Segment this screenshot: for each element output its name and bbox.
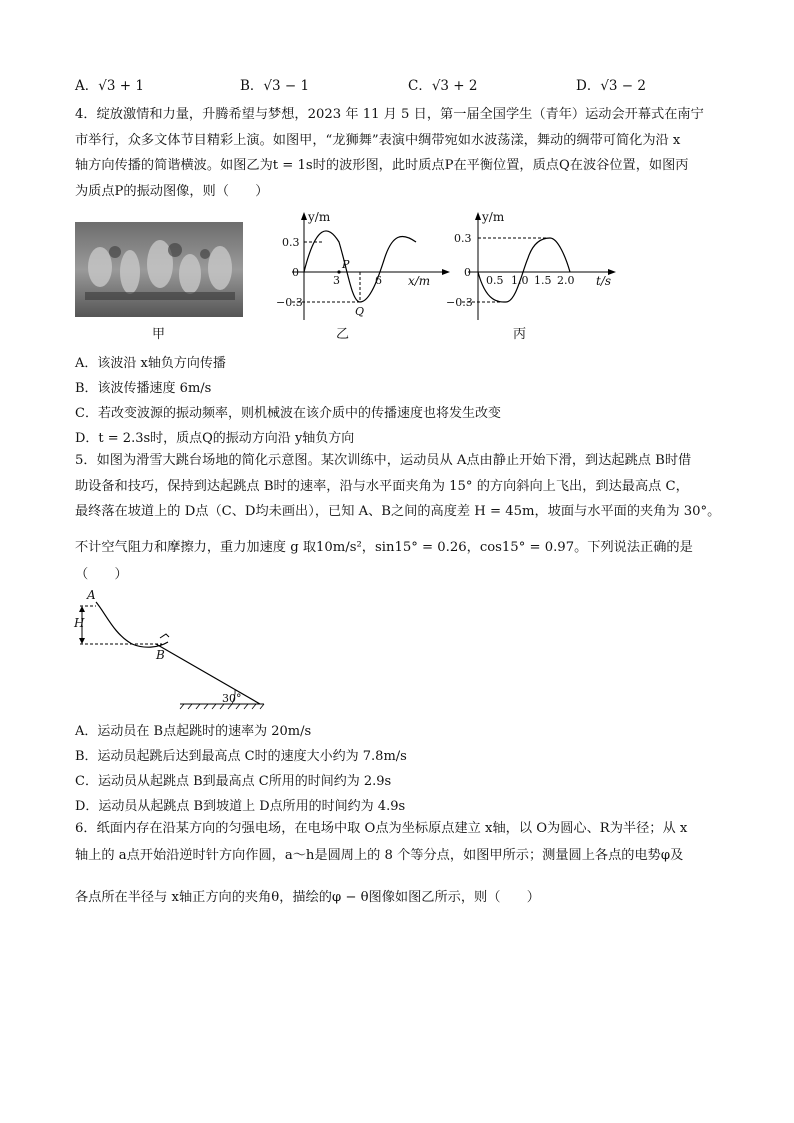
q6-line-3: 各点所在半径与 x轴正方向的夹角θ，描绘的φ − θ图像如图乙所示，则（ ） [75,890,540,905]
wave-y-tick-zero: 0 [292,266,299,279]
q6-line-1: 6．纸面内存在沿某方向的匀强电场，在电场中取 O点为坐标原点建立 x轴，以 O为圆心、R为半径；从 x [75,821,688,836]
caption-bing: 丙 [513,327,527,342]
label-angle: 30° [222,692,242,705]
q4-choice-c: C．若改变波源的振动频率，则机械波在该介质中的传播速度也将发生改变 [75,406,501,421]
q5-line-2: 助设备和技巧，保持到达起跳点 B时的速率，沿与水平面夹角为 15° 的方向斜向上飞出，到达最高点 C， [75,479,689,494]
q4-line-2: 市举行，众多文体节目精彩上演。如图甲，“龙狮舞”表演中绸带宛如水波荡漾，舞动的绸带可简化为沿 x [75,133,681,148]
vib-x-tick-1-0: 1.0 [511,274,529,287]
q5-line-1: 5．如图为滑雪大跳台场地的简化示意图。某次训练中，运动员从 A点由静止开始下滑，到达起跳点 B时借 [75,453,692,468]
label-b: B [156,648,165,662]
vib-y-label: y/m [482,210,505,224]
vib-y-tick-bottom: −0.3 [446,296,473,309]
vibration-graph [438,208,623,326]
wave-y-tick-bottom: −0.3 [276,296,303,309]
label-a: A [87,588,96,602]
q5-choice-d: D．运动员从起跳点 B到坡道上 D点所用的时间约为 4.9s [75,799,406,814]
q4-choice-d: D．t = 2.3s时，质点Q的振动方向沿 y轴负方向 [75,431,355,446]
wave-x-tick-6: 6 [375,274,382,287]
q5-line-3: 最终落在坡道上的 D点（C、D均未画出），已知 A、B之间的高度差 H = 45m，坡面与水平面的夹角为 30°。 [75,504,721,519]
wave-point-p: P [342,258,350,271]
q5-choice-c: C．运动员从起跳点 B到最高点 C所用的时间约为 2.9s [75,774,392,789]
caption-yi: 乙 [336,327,350,342]
q5-choice-a: A．运动员在 B点起跳时的速率为 20m/s [75,724,312,739]
wave-graph [262,208,452,326]
vib-x-tick-2-0: 2.0 [557,274,575,287]
q4-line-1: 4．绽放激情和力量，升腾希望与梦想，2023 年 11 月 5 日，第一届全国学生（青年）运动会开幕式在南宁 [75,107,704,122]
q6-line-2: 轴上的 a点开始沿逆时针方向作圆，a～h是圆周上的 8 个等分点，如图甲所示；测量圆上各点的电势φ及 [75,848,684,863]
caption-jia: 甲 [152,327,166,342]
q4-line-4: 为质点P的振动图像，则（ ） [75,184,269,199]
q4-line-3: 轴方向传播的简谐横波。如图乙为t = 1s时的波形图，此时质点P在平衡位置，质点Q在波谷位置，如图丙 [75,158,689,173]
option-d-prev: D．√3 − 2 [576,78,646,94]
q4-choice-b: B．该波传播速度 6m/s [75,381,212,396]
vib-x-tick-0-5: 0.5 [486,274,504,287]
vib-y-tick-top: 0.3 [454,232,472,245]
q4-choice-a: A．该波沿 x轴负方向传播 [75,356,226,371]
wave-point-q: Q [355,305,365,318]
q5-line-4: 不计空气阻力和摩擦力，重力加速度 g 取10m/s²，sin15° = 0.26，cos15° = 0.97。下列说法正确的是 [75,540,693,555]
q5-choice-b: B．运动员起跳后达到最高点 C时的速度大小约为 7.8m/s [75,749,407,764]
ski-jump-diagram [72,586,272,712]
option-c-prev: C．√3 + 2 [408,78,478,94]
vib-x-label: t/s [596,274,612,288]
q5-line-5: （ ） [75,567,128,582]
wave-x-label: x/m [408,274,431,288]
label-h: H [74,616,85,630]
wave-x-tick-3: 3 [333,274,340,287]
vib-y-tick-zero: 0 [464,266,471,279]
wave-y-label: y/m [308,210,331,224]
dragon-dance-photo [75,222,243,317]
vib-x-tick-1-5: 1.5 [534,274,552,287]
option-b-prev: B．√3 − 1 [240,78,310,94]
option-a-prev: A．√3 + 1 [75,78,144,94]
wave-y-tick-top: 0.3 [282,236,300,249]
